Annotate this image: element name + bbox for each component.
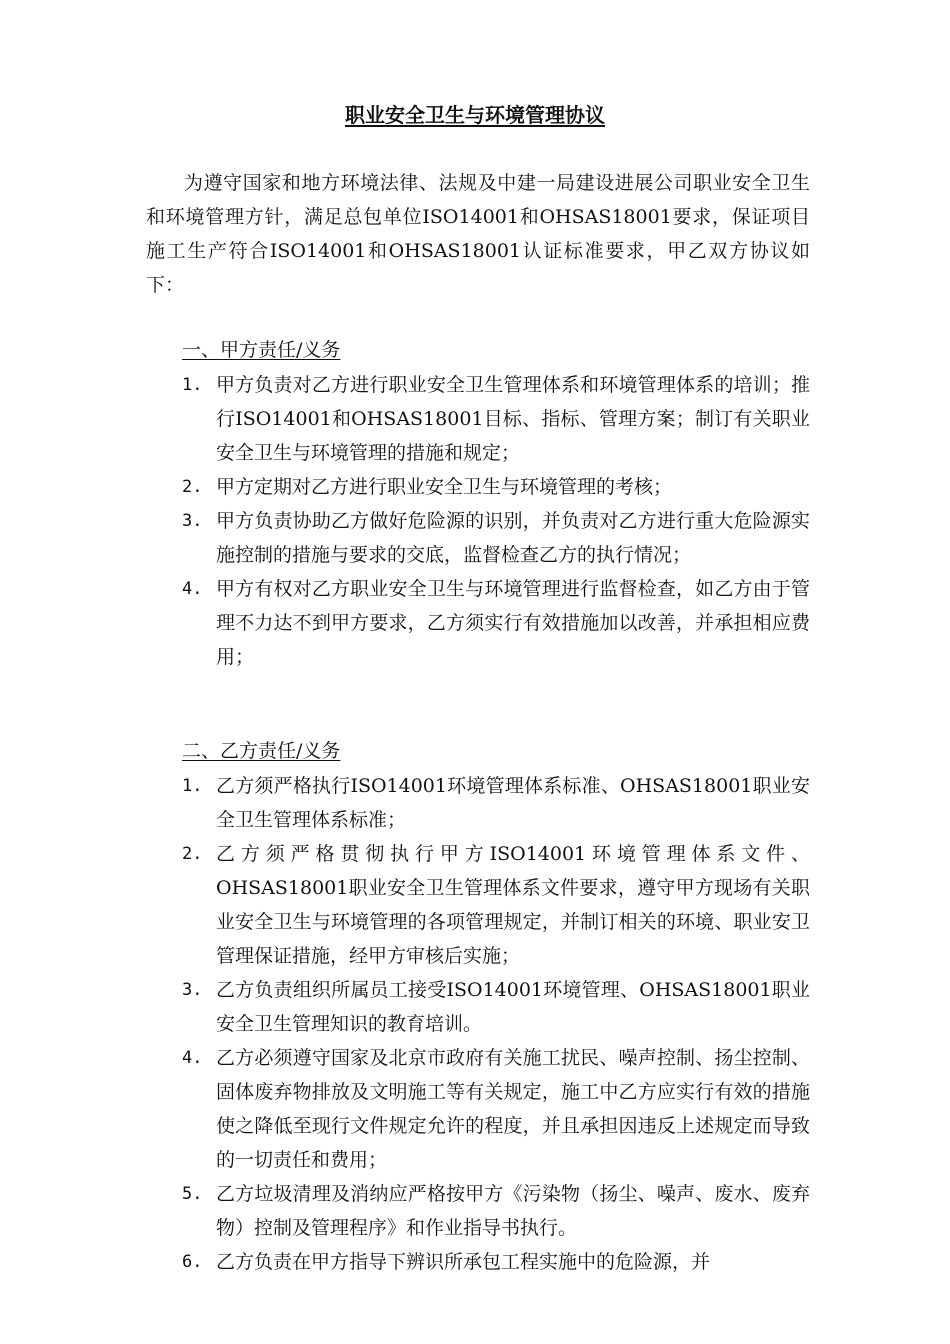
- item-text: 乙方负责组织所属员工接受ISO14001环境管理、OHSAS18001职业安全卫生管理知识的教育培训。: [216, 979, 810, 1035]
- list-item: [146, 1177, 810, 1245]
- document-title: 职业安全卫生与环境管理协议: [345, 103, 605, 127]
- list-item: [146, 368, 810, 470]
- section-heading: 二、乙方责任/义务: [182, 740, 341, 762]
- item-text: 乙方必须遵守国家及北京市政府有关施工扰民、噪声控制、扬尘控制、固体废弃物排放及文明施工等有关规定，施工中乙方应实行有效的措施使之降低至现行文件规定允许的程度，并且承担因违反上述规定而导致的一切责任和费用；: [216, 1047, 810, 1171]
- obligation-list: [146, 368, 810, 674]
- section-party-b: [146, 735, 810, 1279]
- item-text: 甲方有权对乙方职业安全卫生与环境管理进行监督检查，如乙方由于管理不力达不到甲方要求，乙方须实行有效措施加以改善，并承担相应费用；: [216, 578, 810, 668]
- item-number: 1.: [182, 375, 203, 395]
- item-number: 4.: [182, 579, 203, 599]
- list-item: [146, 470, 810, 504]
- item-text: 乙方须严格贯彻执行甲方ISO14001环境管理体系文件、OHSAS18001职业安全卫生管理体系文件要求，遵守甲方现场有关职业安全卫生与环境管理的各项管理规定，并制订相关的环境、职业安卫管理保证措施，经甲方审核后实施；: [216, 843, 810, 967]
- item-text: 甲方负责对乙方进行职业安全卫生管理体系和环境管理体系的培训；推行ISO14001和OHSAS18001目标、指标、管理方案；制订有关职业安全卫生与环境管理的措施和规定；: [216, 374, 810, 464]
- item-text: 甲方定期对乙方进行职业安全卫生与环境管理的考核；: [216, 476, 673, 498]
- list-item: [146, 1245, 810, 1279]
- item-text: 乙方垃圾清理及消纳应严格按甲方《污染物（扬尘、噪声、废水、废弃物）控制及管理程序》和作业指导书执行。: [216, 1183, 810, 1239]
- item-number: 6.: [182, 1252, 203, 1272]
- item-number: 3.: [182, 511, 203, 531]
- item-number: 5.: [182, 1184, 203, 1204]
- item-text: 乙方须严格执行ISO14001环境管理体系标准、OHSAS18001职业安全卫生管理体系标准；: [216, 775, 810, 831]
- section-party-a: [146, 334, 810, 674]
- obligation-list: [146, 769, 810, 1279]
- item-number: 1.: [182, 776, 203, 796]
- item-text: 甲方负责协助乙方做好危险源的识别，并负责对乙方进行重大危险源实施控制的措施与要求的交底，监督检查乙方的执行情况；: [216, 510, 810, 566]
- list-item: [146, 973, 810, 1041]
- section-heading: 一、甲方责任/义务: [182, 339, 341, 361]
- item-text: 乙方负责在甲方指导下辨识所承包工程实施中的危险源，并: [216, 1251, 711, 1273]
- item-number: 2.: [182, 844, 203, 864]
- item-number: 3.: [182, 980, 203, 1000]
- intro-paragraph: 为遵守国家和地方环境法律、法规及中建一局建设进展公司职业安全卫生和环境管理方针，满足总包单位ISO14001和OHSAS18001要求，保证项目施工生产符合ISO14001和OHSAS18001认证标准要求，甲乙双方协议如下：: [146, 172, 810, 296]
- item-number: 2.: [182, 477, 203, 497]
- list-item: [146, 837, 810, 973]
- list-item: [146, 504, 810, 572]
- list-item: [146, 1041, 810, 1177]
- list-item: [146, 769, 810, 837]
- item-number: 4.: [182, 1048, 203, 1068]
- list-item: [146, 572, 810, 674]
